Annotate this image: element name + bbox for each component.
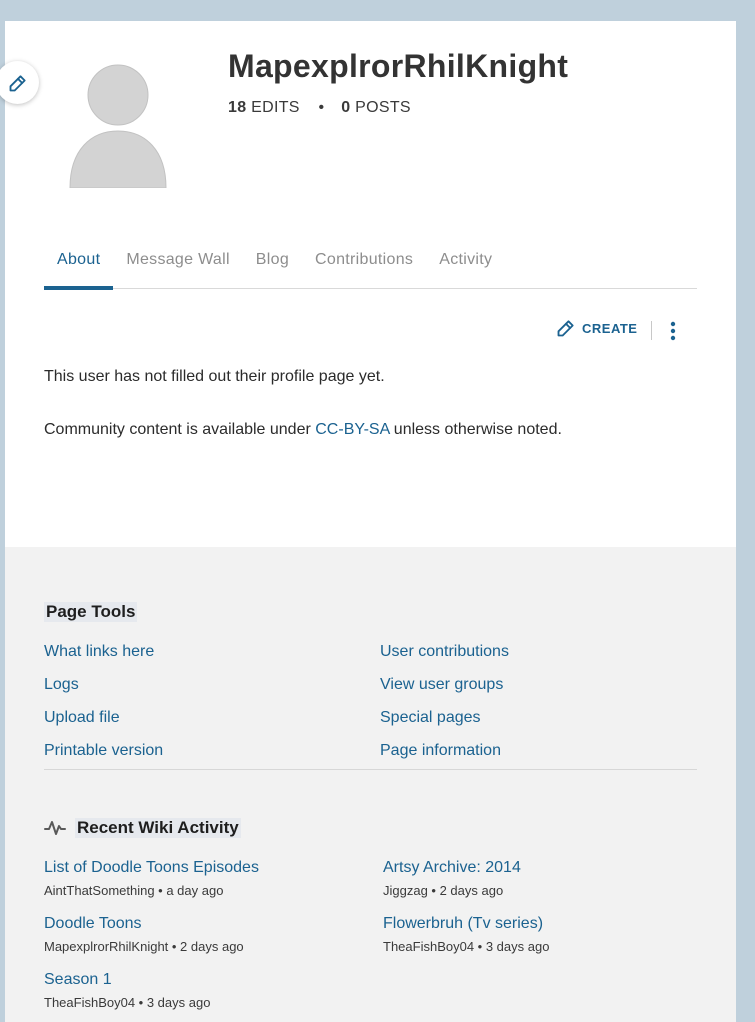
tool-view-user-groups[interactable]: View user groups (380, 676, 504, 693)
tab-activity[interactable]: Activity (439, 251, 493, 268)
license-link[interactable]: CC-BY-SA (315, 421, 390, 438)
activity-item-title[interactable]: Season 1 (44, 971, 112, 988)
toolbar-divider (651, 321, 652, 340)
profile-stats (228, 99, 411, 117)
stats-separator: • (318, 99, 325, 116)
recent-activity-heading: Recent Wiki Activity (44, 818, 241, 838)
footer-divider (44, 769, 697, 770)
tool-what-links-here[interactable]: What links here (44, 643, 155, 660)
create-button-label: CREATE (582, 320, 638, 336)
tab-blog[interactable]: Blog (255, 251, 290, 268)
activity-item-meta: MapexplrorRhilKnight • 2 days ago (44, 939, 244, 954)
tab-contributions[interactable]: Contributions (315, 251, 414, 268)
tool-user-contributions[interactable]: User contributions (380, 643, 509, 660)
activity-pulse-icon (44, 819, 66, 837)
activity-item-meta: AintThatSomething • a day ago (44, 883, 224, 898)
edit-profile-button[interactable] (0, 61, 39, 104)
profile-tabs (44, 243, 697, 289)
tool-upload-file[interactable]: Upload file (44, 709, 120, 726)
pencil-icon (556, 318, 576, 338)
activity-item-meta: Jiggzag • 2 days ago (383, 883, 504, 898)
profile-username: MapexplrorRhilKnight (228, 48, 569, 84)
edits-count: 18 (228, 99, 247, 116)
activity-item-title[interactable]: Flowerbruh (Tv series) (383, 915, 544, 932)
create-button[interactable] (556, 318, 637, 338)
more-options-button[interactable] (665, 320, 681, 342)
more-vertical-icon (670, 321, 676, 341)
license-prefix: Community content is available under (44, 421, 316, 438)
activity-item-title[interactable]: Artsy Archive: 2014 (383, 859, 521, 876)
tab-message-wall[interactable]: Message Wall (126, 251, 230, 268)
posts-count: 0 (341, 99, 351, 116)
license-notice (44, 421, 562, 439)
tab-about[interactable]: About (44, 243, 113, 289)
tool-printable-version[interactable]: Printable version (44, 742, 164, 759)
posts-label: POSTS (355, 99, 411, 116)
profile-card (5, 21, 736, 1022)
activity-item-title[interactable]: Doodle Toons (44, 915, 142, 932)
edits-label: EDITS (251, 99, 300, 116)
license-suffix: unless otherwise noted. (389, 421, 562, 438)
empty-profile-notice: This user has not filled out their profile page yet. (44, 368, 385, 385)
tool-page-information[interactable]: Page information (380, 742, 501, 759)
activity-item-meta: TheaFishBoy04 • 3 days ago (44, 995, 211, 1010)
tool-special-pages[interactable]: Special pages (380, 709, 481, 726)
activity-item-meta: TheaFishBoy04 • 3 days ago (383, 939, 550, 954)
page-tools-heading: Page Tools (46, 602, 136, 621)
activity-item-title[interactable]: List of Doodle Toons Episodes (44, 859, 259, 876)
pencil-icon (8, 73, 28, 93)
avatar (69, 58, 177, 188)
page-footer (5, 547, 736, 1022)
tool-logs[interactable]: Logs (44, 676, 79, 693)
